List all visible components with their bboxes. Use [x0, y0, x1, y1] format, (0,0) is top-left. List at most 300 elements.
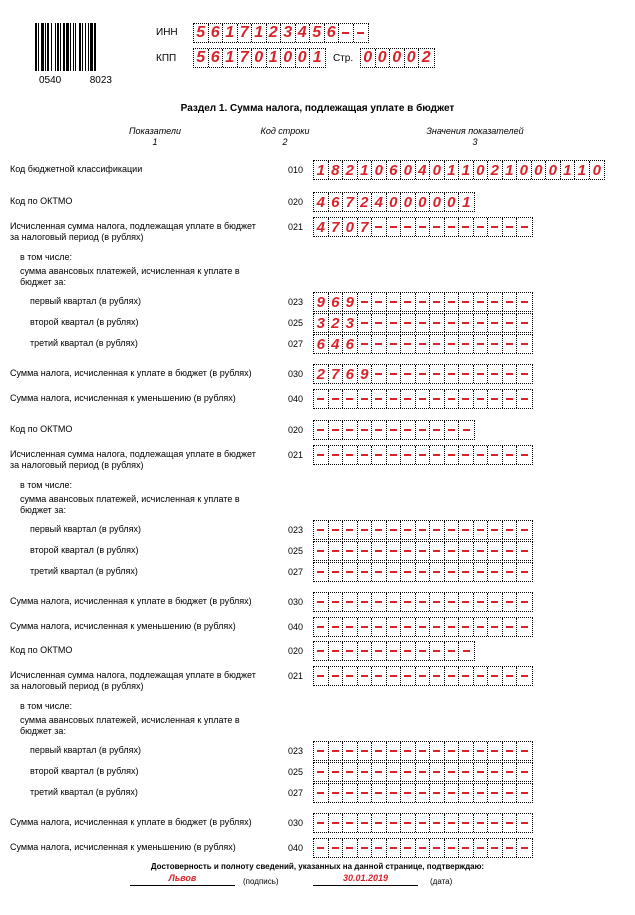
- char-cell: [445, 521, 460, 539]
- char-cell: [488, 390, 503, 408]
- block-1-q3-field[interactable]: [313, 334, 533, 354]
- char-cell: [329, 446, 344, 464]
- kpp-label: КПП: [156, 53, 177, 64]
- char-cell: 4: [416, 161, 431, 179]
- char-cell: [372, 763, 387, 781]
- block-3-q3-code: 027: [288, 788, 304, 798]
- char-cell: [387, 446, 402, 464]
- char-cell: [503, 314, 518, 332]
- char-cell: [329, 593, 344, 611]
- char-cell: [503, 814, 518, 832]
- char-cell: [517, 390, 532, 408]
- char-cell: [329, 542, 344, 560]
- char-cell: [517, 784, 532, 802]
- char-cell: [358, 542, 373, 560]
- char-cell: [314, 642, 329, 660]
- block-3-to-reduce-field[interactable]: [313, 838, 533, 858]
- char-cell: [401, 521, 416, 539]
- char-cell: [459, 642, 474, 660]
- char-cell: [459, 314, 474, 332]
- char-cell: [459, 521, 474, 539]
- char-cell: [488, 335, 503, 353]
- char-cell: [358, 314, 373, 332]
- char-cell: 6: [325, 24, 340, 42]
- char-cell: 9: [343, 293, 358, 311]
- char-cell: [372, 218, 387, 236]
- block-2-q2-label: второй квартал (в рублях): [30, 545, 139, 555]
- char-cell: [503, 542, 518, 560]
- char-cell: 0: [430, 161, 445, 179]
- block-2-q3-code: 027: [288, 567, 304, 577]
- char-cell: [474, 521, 489, 539]
- char-cell: 7: [329, 365, 344, 383]
- char-cell: 0: [390, 49, 405, 67]
- char-cell: 1: [252, 24, 267, 42]
- char-cell: [517, 839, 532, 857]
- barcode-bar: [35, 23, 37, 71]
- char-cell: [488, 814, 503, 832]
- char-cell: 2: [421, 49, 431, 66]
- char-cell: 5: [310, 24, 325, 42]
- char-cell: [430, 390, 445, 408]
- char-cell: [430, 365, 445, 383]
- char-cell: [358, 742, 373, 760]
- char-cell: [503, 667, 518, 685]
- char-cell: 7: [329, 218, 344, 236]
- char-cell: 7: [358, 218, 373, 236]
- char-cell: [445, 763, 460, 781]
- confirm-text: Достоверность и полноту сведений, указанных на данной странице, подтверждаю:: [150, 862, 485, 871]
- char-cell: [517, 314, 532, 332]
- block-2-q2-code: 025: [288, 546, 304, 556]
- char-cell: 1: [503, 161, 518, 179]
- char-cell: [517, 667, 532, 685]
- char-cell: [372, 365, 387, 383]
- date-value: 30.01.2019: [342, 873, 389, 883]
- char-cell: [401, 839, 416, 857]
- char-cell: [459, 563, 474, 581]
- block-1-incl-label: в том числе:: [20, 252, 72, 262]
- block-3-q3-field[interactable]: [313, 783, 533, 803]
- block-3-calc-tax-label: Исчисленная сумма налога, подлежащая уплате в бюджет за налоговый период (в рублях): [10, 670, 256, 691]
- char-cell: [430, 218, 445, 236]
- char-cell: [314, 839, 329, 857]
- char-cell: [430, 521, 445, 539]
- char-cell: [517, 365, 532, 383]
- char-cell: [358, 618, 373, 636]
- char-cell: 9: [314, 293, 329, 311]
- block-3-to-reduce-code: 040: [288, 843, 304, 853]
- block-3-q2-field[interactable]: [313, 762, 533, 782]
- barcode-bars: [33, 23, 118, 73]
- char-cell: [387, 563, 402, 581]
- char-cell: [387, 421, 402, 439]
- block-2-to-pay-field[interactable]: [313, 592, 533, 612]
- char-cell: [401, 293, 416, 311]
- char-cell: [459, 784, 474, 802]
- char-cell: [387, 642, 402, 660]
- char-cell: [430, 314, 445, 332]
- char-cell: 0: [252, 49, 267, 67]
- char-cell: [474, 593, 489, 611]
- char-cell: [358, 784, 373, 802]
- char-cell: [314, 763, 329, 781]
- column-2-number: 2: [282, 137, 288, 147]
- char-cell: [329, 814, 344, 832]
- char-cell: [387, 618, 402, 636]
- char-cell: 3: [343, 314, 358, 332]
- block-1-to-pay-field[interactable]: [313, 364, 533, 384]
- char-cell: [488, 839, 503, 857]
- char-cell: [445, 542, 460, 560]
- block-1-calc-tax-label: Исчисленная сумма налога, подлежащая уплате в бюджет за налоговый период (в рублях): [10, 221, 256, 242]
- char-cell: [401, 314, 416, 332]
- char-cell: [314, 593, 329, 611]
- char-cell: [343, 542, 358, 560]
- char-cell: [329, 839, 344, 857]
- char-cell: 1: [223, 49, 238, 67]
- char-cell: [401, 218, 416, 236]
- char-cell: [372, 642, 387, 660]
- block-2-incl-label: в том числе:: [20, 480, 72, 490]
- char-cell: [343, 390, 358, 408]
- char-cell: 0: [281, 49, 296, 67]
- block-1-q3-label: третий квартал (в рублях): [30, 338, 138, 348]
- block-2-to-reduce-field[interactable]: [313, 617, 533, 637]
- block-1-to-reduce-code: 040: [288, 394, 304, 404]
- date-label: (дата): [430, 877, 453, 886]
- block-3-to-pay-label: Сумма налога, исчисленная к уплате в бюджет (в рублях): [10, 817, 252, 827]
- char-cell: 6: [329, 293, 344, 311]
- char-cell: [416, 784, 431, 802]
- block-1-q2-code: 025: [288, 318, 304, 328]
- char-cell: [430, 563, 445, 581]
- char-cell: [401, 390, 416, 408]
- char-cell: 2: [343, 161, 358, 179]
- block-3-oktmo-code: 020: [288, 646, 304, 656]
- barcode-bar: [73, 23, 74, 71]
- char-cell: [503, 218, 518, 236]
- char-cell: [445, 365, 460, 383]
- char-cell: [314, 521, 329, 539]
- char-cell: 7: [343, 193, 358, 211]
- char-cell: [459, 763, 474, 781]
- char-cell: [358, 642, 373, 660]
- kpp-field[interactable]: [193, 48, 326, 68]
- block-3-oktmo-label: Код по ОКТМО: [10, 645, 73, 655]
- char-cell: [430, 667, 445, 685]
- block-1-calc-tax-code: 021: [288, 222, 304, 232]
- char-cell: [517, 742, 532, 760]
- char-cell: [343, 763, 358, 781]
- char-cell: [372, 293, 387, 311]
- block-2-oktmo-code: 020: [288, 425, 304, 435]
- char-cell: [430, 742, 445, 760]
- char-cell: 0: [376, 49, 391, 67]
- block-2-q1-code: 023: [288, 525, 304, 535]
- char-cell: [459, 218, 474, 236]
- char-cell: [358, 446, 373, 464]
- char-cell: [445, 814, 460, 832]
- column-header-code: [255, 126, 315, 148]
- char-cell: [358, 521, 373, 539]
- char-cell: [314, 421, 329, 439]
- char-cell: [474, 218, 489, 236]
- char-cell: [339, 24, 354, 42]
- block-3-oktmo-field[interactable]: [313, 641, 475, 661]
- char-cell: [517, 763, 532, 781]
- char-cell: [329, 742, 344, 760]
- char-cell: [387, 365, 402, 383]
- block-3-q1-field[interactable]: [313, 741, 533, 761]
- char-cell: [445, 593, 460, 611]
- char-cell: [517, 335, 532, 353]
- char-cell: 2: [329, 314, 344, 332]
- barcode-bar: [51, 23, 52, 71]
- char-cell: 0: [445, 193, 460, 211]
- char-cell: [314, 814, 329, 832]
- block-2-to-reduce-label: Сумма налога, исчисленная к уменьшению (в рублях): [10, 621, 236, 631]
- block-2-calc-tax-code: 021: [288, 450, 304, 460]
- char-cell: [401, 742, 416, 760]
- block-1-calc-tax-field[interactable]: [313, 217, 533, 237]
- char-cell: [401, 542, 416, 560]
- block-1-to-pay-label: Сумма налога, исчисленная к уплате в бюджет (в рублях): [10, 368, 252, 378]
- column-1-title: Показатели: [129, 126, 181, 136]
- block-2-q3-field[interactable]: [313, 562, 533, 582]
- char-cell: [430, 814, 445, 832]
- char-cell: [372, 521, 387, 539]
- date-line[interactable]: [313, 873, 418, 886]
- char-cell: [474, 335, 489, 353]
- char-cell: [474, 314, 489, 332]
- char-cell: [358, 293, 373, 311]
- char-cell: 2: [488, 161, 503, 179]
- char-cell: [503, 521, 518, 539]
- block-1-oktmo-code: 020: [288, 197, 304, 207]
- char-cell: [372, 814, 387, 832]
- char-cell: [474, 742, 489, 760]
- char-cell: [387, 763, 402, 781]
- char-cell: [329, 763, 344, 781]
- block-1-to-reduce-field[interactable]: [313, 389, 533, 409]
- char-cell: [474, 667, 489, 685]
- block-1-q2-label: второй квартал (в рублях): [30, 317, 139, 327]
- kbk-code: 010: [288, 165, 304, 175]
- char-cell: 0: [416, 193, 431, 211]
- char-cell: 1: [459, 161, 474, 179]
- signature-value: Львов: [168, 873, 197, 883]
- barcode-bar: [79, 23, 81, 71]
- char-cell: [416, 293, 431, 311]
- char-cell: [459, 542, 474, 560]
- char-cell: [314, 390, 329, 408]
- char-cell: [358, 814, 373, 832]
- inn-field[interactable]: [193, 23, 369, 43]
- barcode-bar: [63, 23, 65, 71]
- char-cell: [416, 218, 431, 236]
- barcode-bar: [70, 23, 71, 71]
- block-1-to-reduce-label: Сумма налога, исчисленная к уменьшению (в рублях): [10, 393, 236, 403]
- block-1-q1-label: первый квартал (в рублях): [30, 296, 142, 306]
- block-3-to-pay-field[interactable]: [313, 813, 533, 833]
- char-cell: 6: [209, 49, 224, 67]
- block-2-q2-field[interactable]: [313, 541, 533, 561]
- char-cell: [387, 814, 402, 832]
- block-3-q1-label: первый квартал (в рублях): [30, 745, 142, 755]
- char-cell: [503, 335, 518, 353]
- column-header-indicators: [95, 126, 215, 148]
- char-cell: 6: [329, 193, 344, 211]
- section-title: Раздел 1. Сумма налога, подлежащая уплате в бюджет: [180, 103, 455, 114]
- char-cell: [459, 742, 474, 760]
- signature-line[interactable]: [130, 873, 235, 886]
- char-cell: [343, 618, 358, 636]
- char-cell: 9: [358, 365, 373, 383]
- char-cell: [488, 365, 503, 383]
- block-2-to-reduce-code: 040: [288, 622, 304, 632]
- char-cell: [445, 335, 460, 353]
- char-cell: [445, 667, 460, 685]
- char-cell: 1: [575, 161, 590, 179]
- char-cell: [430, 421, 445, 439]
- char-cell: [387, 521, 402, 539]
- char-cell: 7: [238, 49, 253, 67]
- char-cell: [314, 563, 329, 581]
- barcode-number-right: 8023: [89, 75, 112, 86]
- char-cell: [445, 642, 460, 660]
- block-2-oktmo-label: Код по ОКТМО: [10, 424, 73, 434]
- char-cell: 0: [517, 161, 532, 179]
- block-2-calc-tax-field[interactable]: [313, 445, 533, 465]
- char-cell: [401, 642, 416, 660]
- char-cell: [503, 293, 518, 311]
- block-2-to-pay-label: Сумма налога, исчисленная к уплате в бюджет (в рублях): [10, 596, 252, 606]
- char-cell: [503, 365, 518, 383]
- page-label: Стр.: [333, 53, 354, 64]
- char-cell: [474, 763, 489, 781]
- char-cell: [387, 742, 402, 760]
- block-3-incl-label: в том числе:: [20, 701, 72, 711]
- char-cell: [488, 618, 503, 636]
- char-cell: [488, 593, 503, 611]
- char-cell: [416, 421, 431, 439]
- char-cell: [401, 618, 416, 636]
- char-cell: [517, 293, 532, 311]
- char-cell: 1: [445, 161, 460, 179]
- kbk-field[interactable]: [313, 160, 605, 180]
- barcode-bar: [55, 23, 56, 71]
- char-cell: 6: [387, 161, 402, 179]
- char-cell: [459, 390, 474, 408]
- block-3-calc-tax-field[interactable]: [313, 666, 533, 686]
- char-cell: [314, 446, 329, 464]
- char-cell: [372, 667, 387, 685]
- char-cell: [517, 814, 532, 832]
- char-cell: [474, 542, 489, 560]
- block-2-q1-label: первый квартал (в рублях): [30, 524, 142, 534]
- block-2-q3-label: третий квартал (в рублях): [30, 566, 138, 576]
- char-cell: 2: [358, 193, 373, 211]
- char-cell: [445, 784, 460, 802]
- barcode-bar: [57, 23, 59, 71]
- char-cell: [343, 563, 358, 581]
- char-cell: 0: [372, 161, 387, 179]
- signature-label: (подпись): [243, 877, 279, 886]
- column-1-number: 1: [152, 137, 158, 147]
- char-cell: [416, 446, 431, 464]
- page-number-field[interactable]: [360, 48, 435, 68]
- char-cell: 4: [329, 335, 344, 353]
- char-cell: [372, 446, 387, 464]
- char-cell: [372, 335, 387, 353]
- char-cell: [358, 593, 373, 611]
- block-2-q1-field[interactable]: [313, 520, 533, 540]
- char-cell: [474, 814, 489, 832]
- block-1-oktmo-field[interactable]: [313, 192, 475, 212]
- barcode-bar: [66, 23, 69, 71]
- char-cell: [517, 446, 532, 464]
- char-cell: [503, 390, 518, 408]
- char-cell: [416, 618, 431, 636]
- char-cell: 3: [281, 24, 296, 42]
- char-cell: [416, 742, 431, 760]
- char-cell: [416, 521, 431, 539]
- char-cell: [488, 446, 503, 464]
- block-2-oktmo-field[interactable]: [313, 420, 475, 440]
- char-cell: 0: [361, 49, 376, 67]
- char-cell: [416, 593, 431, 611]
- char-cell: [430, 642, 445, 660]
- char-cell: [372, 742, 387, 760]
- char-cell: 1: [462, 193, 471, 211]
- char-cell: 1: [561, 161, 576, 179]
- char-cell: [329, 521, 344, 539]
- block-2-calc-tax-label: Исчисленная сумма налога, подлежащая уплате в бюджет за налоговый период (в рублях): [10, 449, 256, 470]
- char-cell: [430, 763, 445, 781]
- char-cell: [372, 542, 387, 560]
- char-cell: [459, 839, 474, 857]
- block-1-oktmo-label: Код по ОКТМО: [10, 196, 73, 206]
- char-cell: [314, 618, 329, 636]
- char-cell: [445, 314, 460, 332]
- char-cell: 1: [312, 49, 322, 66]
- block-3-q2-label: второй квартал (в рублях): [30, 766, 139, 776]
- block-1-q2-field[interactable]: [313, 313, 533, 333]
- barcode-bar: [75, 23, 76, 71]
- block-1-q1-field[interactable]: [313, 292, 533, 312]
- block-1-to-pay-code: 030: [288, 369, 304, 379]
- char-cell: [488, 563, 503, 581]
- char-cell: [387, 839, 402, 857]
- char-cell: [329, 667, 344, 685]
- char-cell: [314, 742, 329, 760]
- char-cell: 6: [314, 335, 329, 353]
- char-cell: 0: [546, 161, 561, 179]
- block-3-q3-label: третий квартал (в рублях): [30, 787, 138, 797]
- char-cell: [488, 218, 503, 236]
- char-cell: [445, 742, 460, 760]
- char-cell: [401, 784, 416, 802]
- char-cell: [445, 563, 460, 581]
- char-cell: [459, 335, 474, 353]
- char-cell: [314, 784, 329, 802]
- char-cell: [358, 335, 373, 353]
- char-cell: [474, 618, 489, 636]
- char-cell: 4: [296, 24, 311, 42]
- char-cell: [372, 563, 387, 581]
- char-cell: [343, 421, 358, 439]
